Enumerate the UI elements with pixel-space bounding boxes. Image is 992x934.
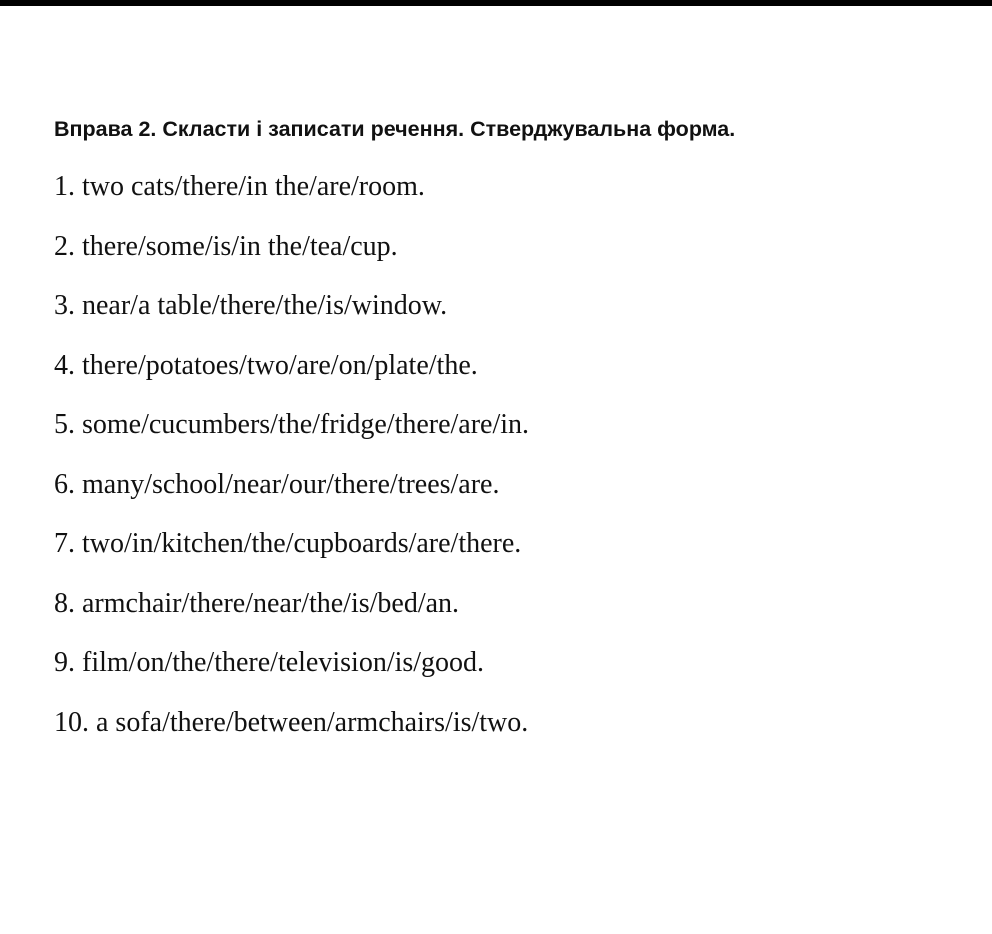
exercise-item-6: 6. many/school/near/our/there/trees/are. [54, 468, 500, 500]
exercise-item-3: 3. near/a table/there/the/is/window. [54, 290, 448, 321]
exercise-item-7: 7. two/in/kitchen/the/cupboards/are/there. [54, 528, 522, 559]
exercise-item-2: 2. there/some/is/in the/tea/cup. [54, 230, 398, 262]
exercise-item-10: 10. a sofa/there/between/armchairs/is/two. [54, 706, 529, 738]
exercise-list [54, 166, 529, 761]
exercise-item-8: 8. armchair/there/near/the/is/bed/an. [54, 587, 460, 619]
exercise-heading: Вправа 2. Скласти і записати речення. Стверджувальна форма. [54, 117, 736, 141]
exercise-item-9: 9. film/on/the/there/television/is/good. [54, 647, 485, 678]
exercise-item-1: 1. two cats/there/in the/are/room. [54, 171, 425, 202]
top-edge-bar [0, 0, 992, 6]
exercise-item-4: 4. there/potatoes/two/are/on/plate/the. [54, 349, 478, 381]
exercise-item-5: 5. some/cucumbers/the/fridge/there/are/in. [54, 409, 530, 440]
